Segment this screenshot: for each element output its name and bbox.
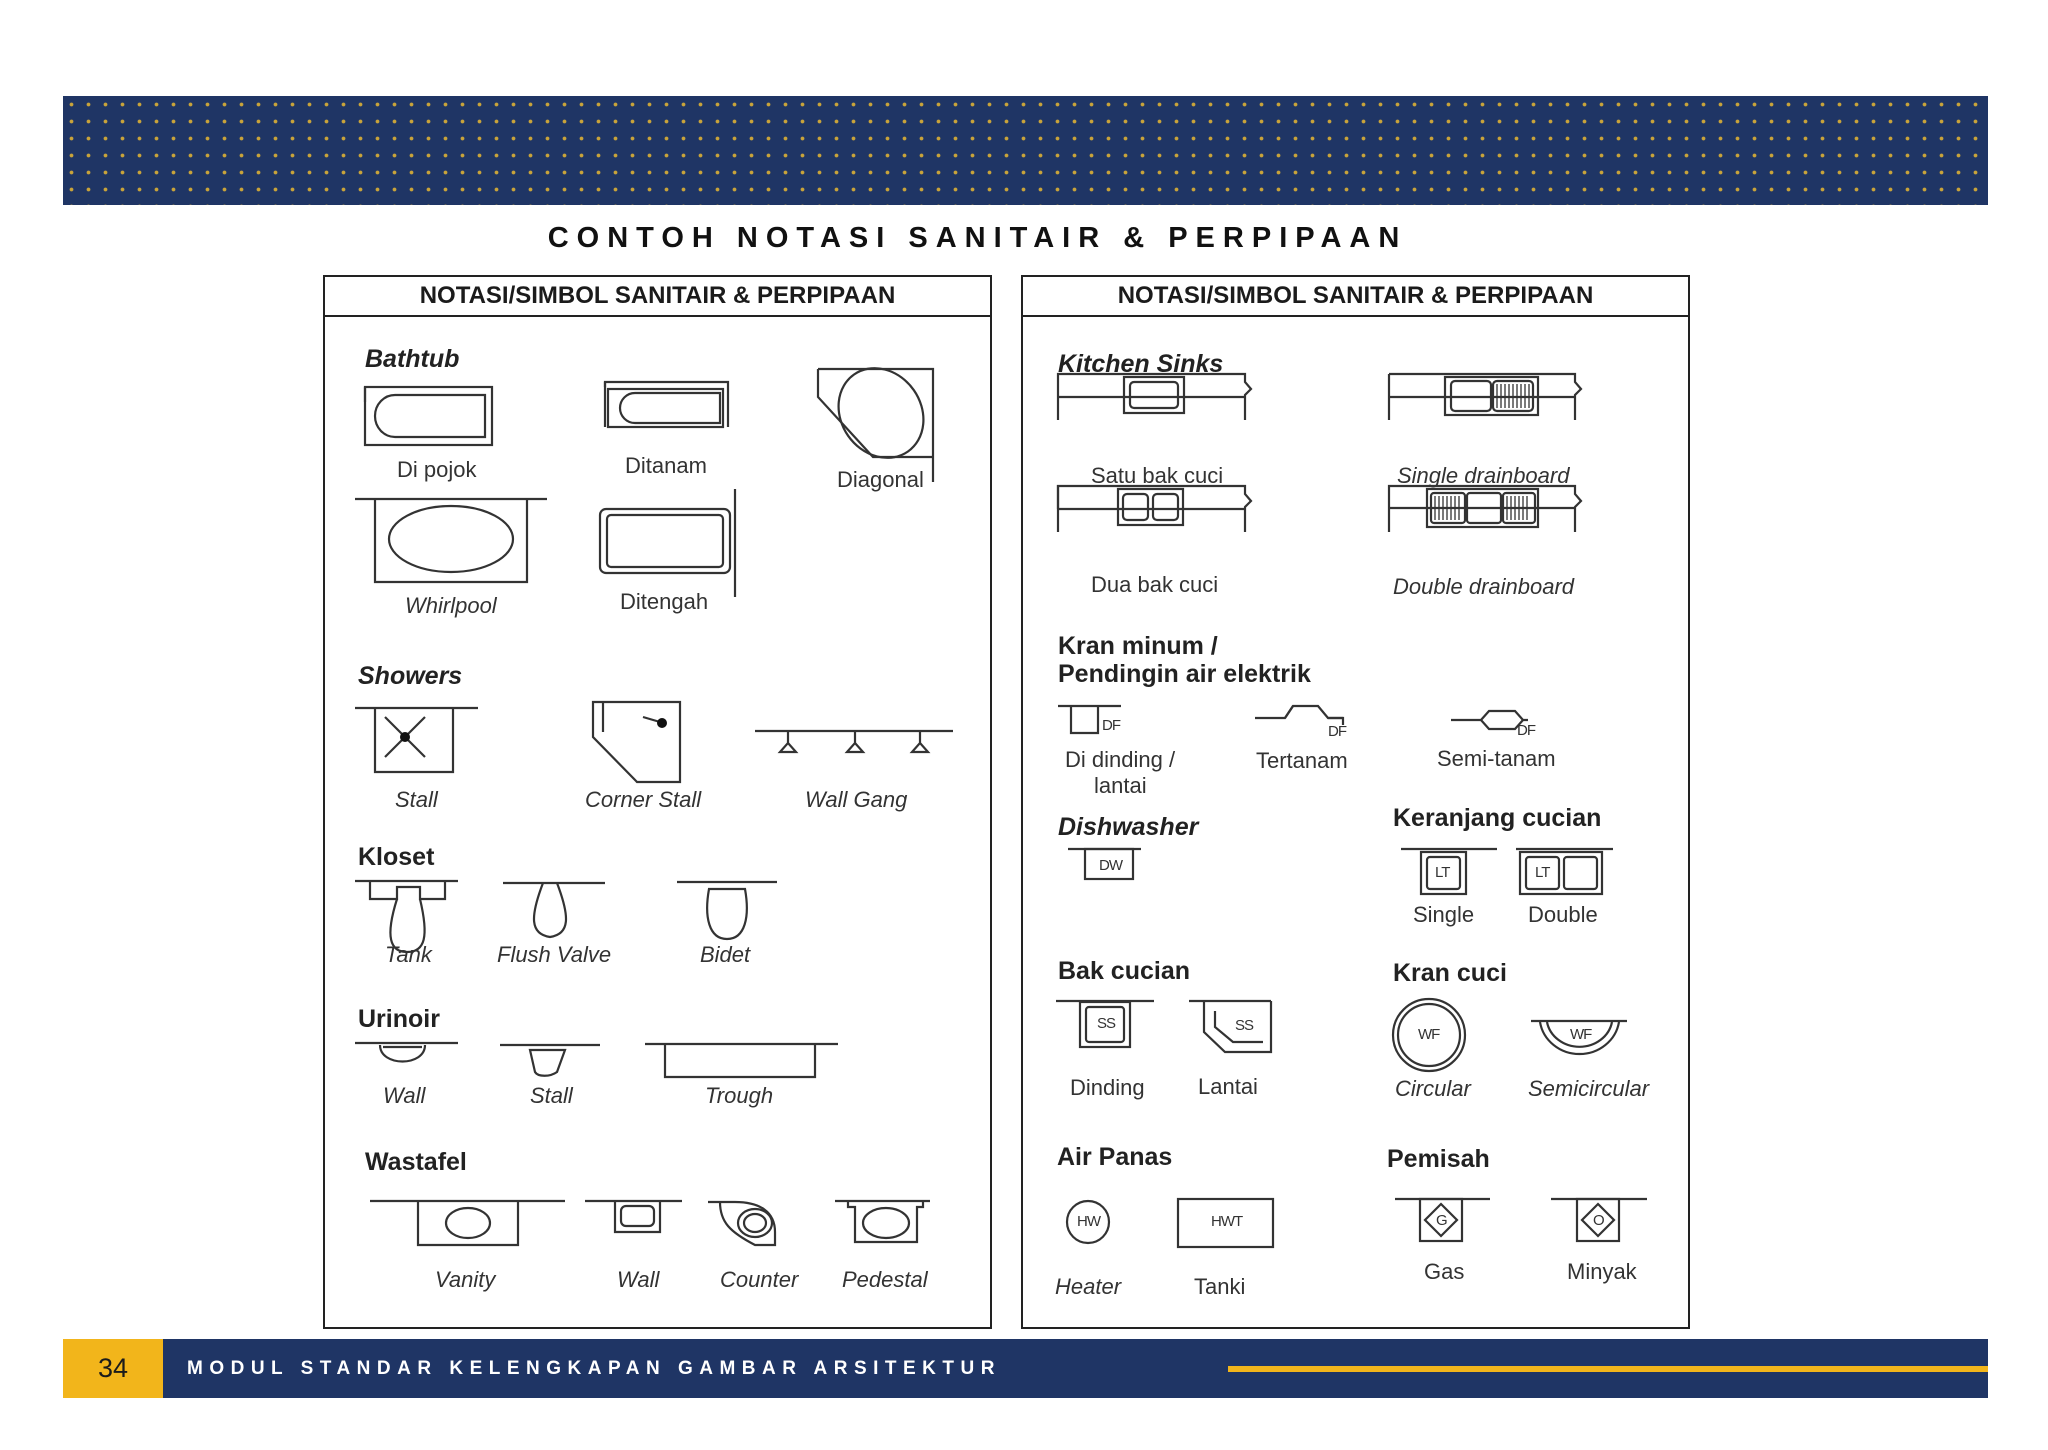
dishwasher-title: Dishwasher (1058, 813, 1199, 841)
wastafel-vanity-symbol (370, 1201, 565, 1245)
footer-title: MODUL STANDAR KELENGKAPAN GAMBAR ARSITEKTUR (187, 1358, 1001, 1379)
kloset-bidet-label: Bidet (700, 942, 751, 967)
shower-wall-gang-label: Wall Gang (805, 787, 908, 812)
wash-fountain-semicircular-label: Semicircular (1528, 1076, 1650, 1101)
bathtub-di-pojok-label: Di pojok (397, 457, 477, 482)
wastafel-pedestal-label: Pedestal (842, 1267, 928, 1292)
bathtub-whirlpool-symbol (355, 499, 547, 582)
wash-fountain-circular-code: WF (1418, 1026, 1440, 1043)
drinking-fountain-wall-label-1: Di dinding / (1065, 747, 1176, 772)
sink-satu-bak-label: Satu bak cuci (1091, 463, 1224, 488)
bathtub-title: Bathtub (365, 345, 460, 373)
right-panel (1021, 275, 1690, 1329)
drinking-fountain-wall-label-2: lantai (1094, 773, 1147, 798)
laundry-single-code: LT (1435, 864, 1450, 881)
sink-double-drainboard-label: Double drainboard (1393, 574, 1575, 599)
wastafel-wall-label: Wall (617, 1267, 660, 1292)
oil-separator-label: Minyak (1567, 1259, 1637, 1284)
gas-separator-label: Gas (1424, 1259, 1465, 1284)
laundry-double-symbol (1516, 849, 1613, 894)
sink-single-drainboard-label: Single drainboard (1397, 463, 1570, 488)
bathtub-ditanam-symbol (605, 382, 728, 427)
kitchen-sinks-title: Kitchen Sinks (1058, 350, 1224, 378)
urinoir-wall-symbol (355, 1043, 458, 1062)
decorative-banner (63, 96, 1988, 205)
drinking-fountain-recessed-code: DF (1328, 723, 1346, 740)
drinking-fountain-semi-recessed-code: DF (1517, 722, 1535, 739)
sink-single-drainboard-symbol (1389, 374, 1581, 420)
bathtub-ditengah-symbol (600, 489, 735, 597)
service-sink-wall-code: SS (1097, 1015, 1116, 1032)
urinoir-stall-label: Stall (530, 1083, 573, 1108)
urinoir-trough-symbol (645, 1044, 838, 1077)
bathtub-ditanam-label: Ditanam (625, 453, 707, 478)
laundry-double-label: Double (1528, 902, 1598, 927)
oil-separator-code: O (1593, 1212, 1604, 1229)
water-heater-code: HW (1077, 1213, 1100, 1230)
service-sink-floor-code: SS (1235, 1017, 1254, 1034)
wash-fountain-semicircular-code: WF (1570, 1026, 1592, 1043)
hot-water-tank-label: Tanki (1194, 1274, 1246, 1299)
shower-corner-stall-label: Corner Stall (585, 787, 702, 812)
right-panel-header: NOTASI/SIMBOL SANITAIR & PERPIPAAN (1023, 277, 1688, 317)
pemisah-title: Pemisah (1387, 1145, 1490, 1173)
page-title: CONTOH NOTASI SANITAIR & PERPIPAAN (547, 222, 1408, 254)
left-panel-header: NOTASI/SIMBOL SANITAIR & PERPIPAAN (325, 277, 990, 317)
drinking-fountain-recessed-label: Tertanam (1256, 748, 1348, 773)
kran-minum-title-line2: Pendingin air elektrik (1058, 660, 1311, 688)
dishwasher-code: DW (1099, 857, 1122, 874)
kran-cuci-title: Kran cuci (1393, 959, 1507, 987)
wastafel-pedestal-symbol (835, 1201, 930, 1242)
air-panas-title: Air Panas (1057, 1143, 1173, 1171)
bathtub-diagonal-label: Diagonal (837, 467, 924, 492)
kloset-bidet-symbol (677, 882, 777, 939)
urinoir-wall-label: Wall (383, 1083, 426, 1108)
shower-stall-label: Stall (395, 787, 438, 812)
gas-separator-code: G (1436, 1212, 1447, 1229)
sink-double-drainboard-symbol (1389, 486, 1581, 532)
kloset-flush-valve-label: Flush Valve (497, 942, 612, 967)
wastafel-counter-symbol (708, 1202, 775, 1245)
laundry-double-code: LT (1535, 864, 1550, 881)
urinoir-trough-label: Trough (705, 1083, 774, 1108)
drinking-fountain-semi-recessed-label: Semi-tanam (1437, 746, 1556, 771)
showers-title: Showers (358, 662, 463, 690)
bak-cucian-title: Bak cucian (1058, 957, 1191, 985)
hot-water-tank-code: HWT (1211, 1213, 1243, 1230)
service-sink-floor-label: Lantai (1198, 1074, 1258, 1099)
keranjang-cucian-title: Keranjang cucian (1393, 804, 1602, 832)
sink-satu-bak-symbol (1058, 374, 1251, 420)
bathtub-diagonal-symbol (818, 352, 941, 482)
shower-stall-symbol (355, 708, 478, 772)
shower-wall-gang-symbol (755, 731, 953, 752)
wastafel-title: Wastafel (365, 1148, 467, 1176)
bathtub-whirlpool-label: Whirlpool (405, 593, 497, 618)
wastafel-vanity-label: Vanity (435, 1267, 496, 1292)
page-number: 34 (63, 1339, 163, 1398)
shower-corner-stall-symbol (593, 702, 680, 782)
footer-accent-line (1228, 1366, 1988, 1372)
service-sink-floor-symbol (1189, 1001, 1271, 1052)
kloset-tank-label: Tank (385, 942, 432, 967)
kloset-flush-valve-symbol (503, 883, 605, 937)
left-panel (323, 275, 992, 1329)
laundry-single-label: Single (1413, 902, 1475, 927)
service-sink-wall-label: Dinding (1070, 1075, 1145, 1100)
urinoir-stall-symbol (500, 1045, 600, 1076)
sink-dua-bak-symbol (1058, 485, 1251, 532)
water-heater-label: Heater (1055, 1274, 1122, 1299)
wastafel-wall-symbol (585, 1201, 682, 1232)
kran-minum-title-line1: Kran minum / (1058, 632, 1218, 660)
sink-dua-bak-label: Dua bak cuci (1091, 572, 1219, 597)
kloset-title: Kloset (358, 843, 435, 871)
urinoir-title: Urinoir (358, 1005, 440, 1033)
bathtub-di-pojok-symbol (360, 387, 492, 445)
drinking-fountain-wall-code: DF (1102, 717, 1120, 734)
bathtub-ditengah-label: Ditengah (620, 589, 709, 614)
wastafel-counter-label: Counter (720, 1267, 799, 1292)
footer-bar (63, 1339, 1988, 1398)
wash-fountain-circular-label: Circular (1395, 1076, 1471, 1101)
